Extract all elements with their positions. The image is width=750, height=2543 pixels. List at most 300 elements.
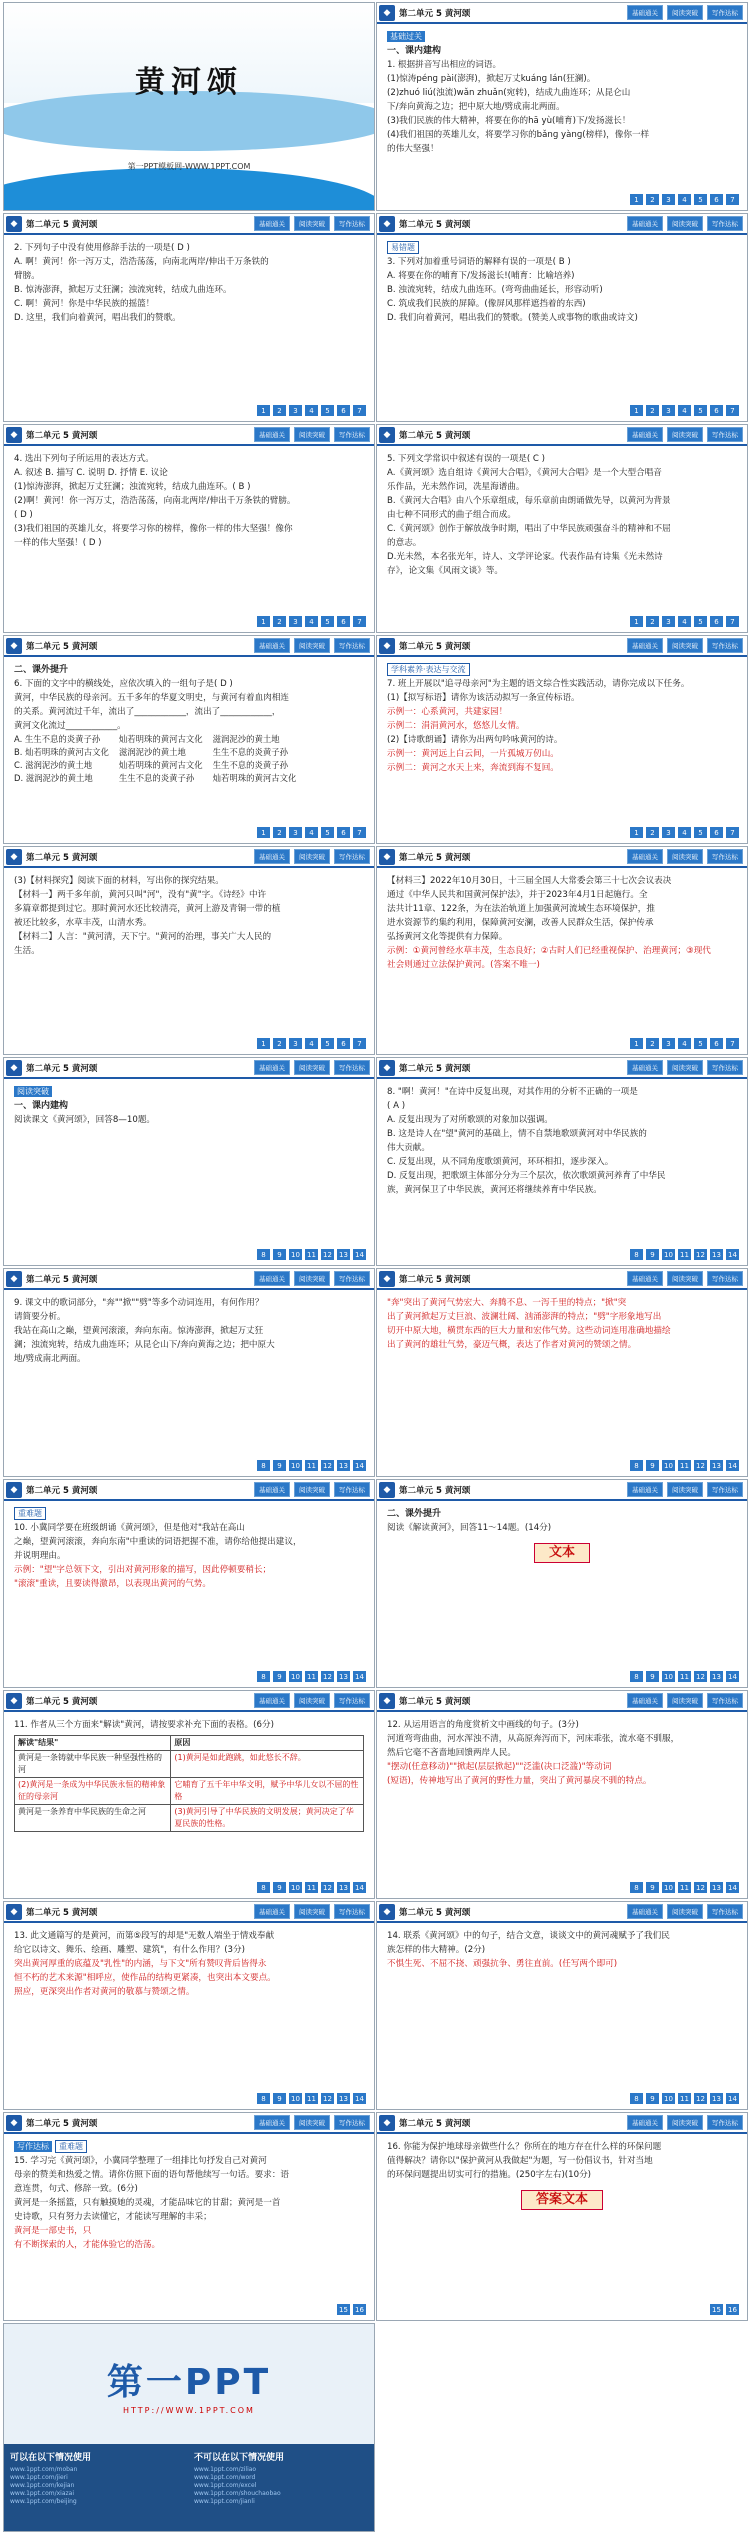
text-line: 之巅，望黄河滚滚，奔向东南"中重读的词语把握不准，请你给他提出建议， [14,1537,302,1547]
text-line: 存》，论文集《风雨文谈》等。 [387,566,504,576]
page-number-button[interactable]: 15 [710,2304,723,2315]
nav-button-1[interactable]: 基础通关 [627,216,663,231]
page-number-button[interactable]: 12 [694,1671,707,1682]
answer-line: (短语)，传神地写出了黄河的野性力量，突出了黄河暴戾不驯的特点。 [387,1776,652,1786]
answer-line: 示例一：心系黄河，共建家园！ [387,707,508,717]
page-number-button[interactable]: 14 [726,1882,739,1893]
slide-body [377,2134,747,2210]
nav-button-2[interactable]: 阅读突破 [294,2115,330,2130]
page-number-button[interactable]: 7 [353,616,366,627]
text-button[interactable]: 答案文本 [521,2190,603,2210]
nav-buttons [627,5,747,20]
page-numbers [630,827,739,838]
page-number-button[interactable]: 8 [630,1249,643,1260]
page-number-button[interactable]: 12 [321,1882,334,1893]
text-line: 伟大贡献。 [387,1143,430,1153]
page-number-button[interactable]: 5 [321,1038,334,1049]
nav-button-1[interactable]: 基础通关 [254,1271,290,1286]
page-number-button[interactable]: 4 [305,827,318,838]
page-number-button[interactable]: 6 [710,1038,723,1049]
page-number-button[interactable]: 1 [630,194,643,205]
slide-header [4,847,374,868]
page-number-button[interactable]: 3 [289,827,302,838]
nav-button-2[interactable]: 阅读突破 [294,1482,330,1497]
page-number-button[interactable]: 11 [305,2093,318,2104]
section-tag: 易错题 [387,241,419,254]
slide-header [4,2113,374,2134]
nav-button-3[interactable]: 写作达标 [334,1693,370,1708]
page-number-button[interactable]: 12 [694,1460,707,1471]
page-number-button[interactable]: 1 [630,1038,643,1049]
page-number-button[interactable]: 11 [305,1460,318,1471]
page-number-button[interactable]: 5 [694,1038,707,1049]
nav-button-2[interactable]: 阅读突破 [667,638,703,653]
nav-button-3[interactable]: 写作达标 [707,5,743,20]
text-line: 6. 下面的文字中的横线处，应依次填入的一组句子是( D ) [14,679,233,689]
page-number-button[interactable]: 1 [630,405,643,416]
nav-button-3[interactable]: 写作达标 [707,1482,743,1497]
page-number-button[interactable]: 11 [678,2093,691,2104]
page-number-button[interactable]: 6 [710,405,723,416]
nav-button-2[interactable]: 阅读突破 [294,849,330,864]
text-line: 河道弯弯曲曲，河水浑浊不清，从高原奔泻而下，河床乖张，流水毫不驯服， [387,1734,680,1744]
page-number-button[interactable]: 2 [273,616,286,627]
nav-button-1[interactable]: 基础通关 [627,1693,663,1708]
page-number-button[interactable]: 9 [273,1249,286,1260]
page-number-button[interactable]: 8 [630,1671,643,1682]
page-number-button[interactable]: 10 [662,1671,675,1682]
page-number-button[interactable]: 7 [353,827,366,838]
nav-button-2[interactable]: 阅读突破 [294,1060,330,1075]
page-numbers [257,616,366,627]
page-number-button[interactable]: 3 [289,616,302,627]
ad-link[interactable]: www.1ppt.com/jianli [194,2498,255,2505]
page-number-button[interactable]: 9 [646,2093,659,2104]
page-number-button[interactable]: 13 [710,1249,723,1260]
page-number-button[interactable]: 1 [630,616,643,627]
page-number-button[interactable]: 6 [337,405,350,416]
slide-body [4,1290,374,1366]
page-number-button[interactable]: 3 [662,1038,675,1049]
page-number-button[interactable]: 11 [305,1882,318,1893]
page-number-button[interactable]: 5 [321,827,334,838]
page-number-button[interactable]: 13 [337,1249,350,1260]
nav-button-3[interactable]: 写作达标 [707,427,743,442]
ad-column-title: 不可以在以下情况使用 [194,2453,285,2463]
text-line: 11. 作者从三个方面来"解读"黄河，请按要求补充下面的表格。(6分) [14,1720,274,1730]
page-number-button[interactable]: 9 [646,1460,659,1471]
text-line: 被还比较多，水草丰茂，山清水秀。 [14,918,152,928]
nav-buttons [254,1271,374,1286]
nav-button-3[interactable]: 写作达标 [707,1693,743,1708]
text-line: 的环保问题提出切实可行的措施。(250字左右)(10分) [387,2170,592,2180]
page-number-button[interactable]: 4 [305,405,318,416]
nav-button-2[interactable]: 阅读突破 [294,638,330,653]
text-line: 黄河，中华民族的母亲河。五千多年的华夏文明史，与黄河有着血肉相连 [14,693,290,703]
unit-title: 第二单元 5 黄河颂 [399,1696,471,1707]
page-number-button[interactable]: 9 [273,1671,286,1682]
cover-slide [3,2,375,211]
nav-button-1[interactable]: 基础通关 [627,427,663,442]
nav-button-3[interactable]: 写作达标 [707,1904,743,1919]
slide-s9 [3,846,375,1055]
nav-button-3[interactable]: 写作达标 [334,1904,370,1919]
page-number-button[interactable]: 13 [710,1671,723,1682]
text-line: (4)我们祖国的英雄儿女，将要学习你的bǎnɡ yànɡ(榜样)，像你一样 [387,130,650,140]
page-number-button[interactable]: 6 [337,616,350,627]
text-line: 意连贯，句式、修辞一致。(6分) [14,2184,138,2194]
ad-link[interactable]: www.1ppt.com/ziliao [194,2466,257,2473]
page-number-button[interactable]: 12 [694,1882,707,1893]
text-line: 15. 学习完《黄河颂》，小冀同学整理了一组排比句抒发自己对黄河 [14,2156,267,2166]
page-number-button[interactable]: 2 [646,405,659,416]
page-number-button[interactable]: 3 [289,1038,302,1049]
unit-logo-icon: ◆ [6,1060,22,1076]
page-number-button[interactable]: 7 [726,616,739,627]
page-number-button[interactable]: 2 [646,616,659,627]
nav-buttons [627,1482,747,1497]
nav-button-2[interactable]: 阅读突破 [294,1271,330,1286]
ad-link[interactable]: www.1ppt.com/shouchaobao [194,2490,281,2497]
page-number-button[interactable]: 3 [662,405,675,416]
slide-s18 [376,1690,748,1899]
page-number-button[interactable]: 11 [678,1249,691,1260]
ad-link[interactable]: www.1ppt.com/beijing [10,2498,77,2505]
nav-button-2[interactable]: 阅读突破 [294,1904,330,1919]
slide-header [4,1269,374,1290]
text-line: C. 筑成我们民族的屏障。(像屏风那样遮挡着的东西) [387,299,586,309]
slide-body [377,1079,747,1197]
page-number-button[interactable]: 2 [273,1038,286,1049]
page-number-button[interactable]: 5 [321,405,334,416]
page-number-button[interactable]: 13 [710,2093,723,2104]
nav-buttons [627,1904,747,1919]
unit-title: 第二单元 5 黄河颂 [399,219,471,230]
page-number-button[interactable]: 1 [257,405,270,416]
ad-link[interactable]: www.1ppt.com/moban [10,2466,78,2473]
page-number-button[interactable]: 9 [273,2093,286,2104]
slide-s15 [3,1479,375,1688]
text-line: 【材料二】人言："黄河清，天下宁。"黄河的治理，事关广大人民的 [14,932,272,942]
nav-button-1[interactable]: 基础通关 [254,2115,290,2130]
page-numbers [257,405,366,416]
page-number-button[interactable]: 4 [305,616,318,627]
page-number-button[interactable]: 9 [273,1460,286,1471]
nav-button-1[interactable]: 基础通关 [627,849,663,864]
page-number-button[interactable]: 6 [337,827,350,838]
page-number-button[interactable]: 10 [289,1249,302,1260]
page-number-button[interactable]: 8 [630,1460,643,1471]
page-number-button[interactable]: 3 [662,194,675,205]
page-number-button[interactable]: 6 [710,827,723,838]
page-numbers [257,1249,366,1260]
page-number-button[interactable]: 10 [662,2093,675,2104]
nav-button-1[interactable]: 基础通关 [254,638,290,653]
page-number-button[interactable]: 5 [694,616,707,627]
nav-button-1[interactable]: 基础通关 [254,1482,290,1497]
text-button[interactable]: 文本 [534,1543,590,1563]
nav-button-1[interactable]: 基础通关 [627,1904,663,1919]
nav-button-1[interactable]: 基础通关 [254,427,290,442]
text-line: 黄河是一条摇篮，只有触摸她的灵魂，才能品味它的甘甜；黄河是一首 [14,2198,281,2208]
ad-link[interactable]: www.1ppt.com/xiazai [10,2490,74,2497]
page-number-button[interactable]: 7 [726,194,739,205]
slide-header [4,214,374,235]
unit-logo-icon: ◆ [379,5,395,21]
ad-link[interactable]: www.1ppt.com/kejian [10,2482,75,2489]
slide-s5 [3,424,375,633]
nav-button-3[interactable]: 写作达标 [334,1482,370,1497]
page-number-button[interactable]: 6 [710,194,723,205]
nav-button-1[interactable]: 基础通关 [627,1482,663,1497]
page-number-button[interactable]: 11 [678,1671,691,1682]
page-number-button[interactable]: 10 [662,1249,675,1260]
nav-buttons [627,427,747,442]
page-number-button[interactable]: 9 [646,1882,659,1893]
nav-button-2[interactable]: 阅读突破 [667,1060,703,1075]
page-number-button[interactable]: 13 [337,1460,350,1471]
page-number-button[interactable]: 10 [662,1882,675,1893]
unit-logo-icon: ◆ [379,1904,395,1920]
nav-button-2[interactable]: 阅读突破 [667,1693,703,1708]
page-number-button[interactable]: 14 [353,1882,366,1893]
nav-button-1[interactable]: 基础通关 [254,216,290,231]
nav-button-1[interactable]: 基础通关 [254,1693,290,1708]
page-number-button[interactable]: 2 [273,405,286,416]
section-heading: 一、课内建构 [387,46,442,56]
page-number-button[interactable]: 7 [726,827,739,838]
page-number-button[interactable]: 7 [726,405,739,416]
page-number-button[interactable]: 2 [273,827,286,838]
page-number-button[interactable]: 11 [678,1460,691,1471]
answer-line: 示例二：涓涓黄河水，悠悠儿女情。 [387,721,525,731]
text-line: 臂膀。 [14,271,40,281]
page-number-button[interactable]: 6 [710,616,723,627]
ad-link[interactable]: www.1ppt.com/word [194,2474,256,2481]
nav-button-2[interactable]: 阅读突破 [667,2115,703,2130]
page-number-button[interactable]: 9 [646,1249,659,1260]
page-number-button[interactable]: 14 [726,2093,739,2104]
answer-line: "奔"突出了黄河气势宏大、奔腾不息、一泻千里的特点；"掀"突 [387,1298,627,1308]
slide-header [4,1691,374,1712]
nav-button-3[interactable]: 写作达标 [707,216,743,231]
nav-button-3[interactable]: 写作达标 [334,2115,370,2130]
nav-button-3[interactable]: 写作达标 [334,427,370,442]
page-number-button[interactable]: 13 [337,1882,350,1893]
page-number-button[interactable]: 8 [257,1460,270,1471]
page-number-button[interactable]: 9 [273,1882,286,1893]
nav-button-1[interactable]: 基础通关 [627,638,663,653]
unit-title: 第二单元 5 黄河颂 [399,1274,471,1285]
page-number-button[interactable]: 12 [321,1249,334,1260]
page-number-button[interactable]: 14 [353,1460,366,1471]
nav-button-3[interactable]: 写作达标 [334,1271,370,1286]
text-line: 7. 班上开展以"追寻母亲河"为主题的语文综合性实践活动，请你完成以下任务。 [387,679,690,689]
nav-button-2[interactable]: 阅读突破 [294,216,330,231]
unit-title: 第二单元 5 黄河颂 [26,219,98,230]
text-line: (3)【材料探究】阅读下面的材料，写出你的探究结果。 [14,876,224,886]
text-line: 阅读课文《黄河颂》，回答8—10题。 [14,1115,156,1125]
ad-link[interactable]: www.1ppt.com/excel [194,2482,257,2489]
nav-button-3[interactable]: 写作达标 [707,1060,743,1075]
page-number-button[interactable]: 10 [289,1882,302,1893]
nav-button-3[interactable]: 写作达标 [334,849,370,864]
page-number-button[interactable]: 12 [694,1249,707,1260]
slide-header [377,1269,747,1290]
nav-button-1[interactable]: 基础通关 [627,5,663,20]
nav-button-2[interactable]: 阅读突破 [667,216,703,231]
nav-button-2[interactable]: 阅读突破 [667,427,703,442]
page-number-button[interactable]: 4 [678,194,691,205]
page-numbers [630,405,739,416]
page-number-button[interactable]: 3 [662,827,675,838]
table-cell: 灿若明珠的黄河古文化 [118,734,203,744]
page-number-button[interactable]: 11 [305,1671,318,1682]
page-number-button[interactable]: 13 [710,1460,723,1471]
nav-button-1[interactable]: 基础通关 [254,1060,290,1075]
nav-button-2[interactable]: 阅读突破 [667,1904,703,1919]
text-line: (3)我们祖国的英雄儿女，将要学习你的榜样，像你一样的伟大坚强！像你 [14,524,293,534]
nav-button-2[interactable]: 阅读突破 [294,1693,330,1708]
slide-s13 [3,1268,375,1477]
page-number-button[interactable]: 6 [337,1038,350,1049]
page-number-button[interactable]: 7 [353,1038,366,1049]
slide-header [4,1480,374,1501]
page-number-button[interactable]: 16 [353,2304,366,2315]
page-number-button[interactable]: 5 [694,194,707,205]
nav-button-1[interactable]: 基础通关 [254,849,290,864]
page-number-button[interactable]: 9 [646,1671,659,1682]
page-number-button[interactable]: 10 [289,2093,302,2104]
slide-s4 [376,213,748,422]
nav-buttons [254,638,374,653]
page-number-button[interactable]: 13 [337,2093,350,2104]
page-number-button[interactable]: 14 [353,1249,366,1260]
page-number-button[interactable]: 2 [646,1038,659,1049]
page-number-button[interactable]: 10 [289,1671,302,1682]
page-number-button[interactable]: 11 [678,1882,691,1893]
page-numbers [337,2304,366,2315]
text-line: 进水资源节约集约利用，保障黄河安澜，改善人民群众生活，保护传承 [387,918,654,928]
unit-logo-icon: ◆ [6,216,22,232]
text-line: 2. 下列句子中没有使用修辞手法的一项是( D ) [14,243,190,253]
text-line: C. 反复出现，从不同角度歌颂黄河，环环相扣，逐步深入。 [387,1157,614,1167]
page-number-button[interactable]: 4 [678,827,691,838]
nav-button-1[interactable]: 基础通关 [627,1060,663,1075]
nav-button-2[interactable]: 阅读突破 [294,427,330,442]
page-number-button[interactable]: 8 [630,1882,643,1893]
nav-button-3[interactable]: 写作达标 [707,2115,743,2130]
nav-button-3[interactable]: 写作达标 [707,849,743,864]
nav-button-2[interactable]: 阅读突破 [667,5,703,20]
page-number-button[interactable]: 15 [337,2304,350,2315]
nav-button-2[interactable]: 阅读突破 [667,1271,703,1286]
nav-button-3[interactable]: 写作达标 [334,1060,370,1075]
page-number-button[interactable]: 3 [662,616,675,627]
page-number-button[interactable]: 11 [305,1249,318,1260]
nav-button-1[interactable]: 基础通关 [627,2115,663,2130]
nav-button-1[interactable]: 基础通关 [254,1904,290,1919]
page-number-button[interactable]: 8 [257,1882,270,1893]
page-number-button[interactable]: 1 [257,1038,270,1049]
unit-logo-icon: ◆ [379,2115,395,2131]
page-number-button[interactable]: 14 [726,1671,739,1682]
page-number-button[interactable]: 12 [321,1671,334,1682]
text-line: 1. 根据拼音写出相应的词语。 [387,60,502,70]
slide-header [377,2113,747,2134]
page-number-button[interactable]: 4 [678,1038,691,1049]
page-number-button[interactable]: 8 [257,2093,270,2104]
page-number-button[interactable]: 8 [257,1671,270,1682]
page-numbers [257,827,366,838]
text-line: ( A ) [387,1101,406,1111]
page-number-button[interactable]: 8 [630,2093,643,2104]
page-number-button[interactable]: 14 [353,1671,366,1682]
text-line: ( D ) [14,510,33,520]
page-number-button[interactable]: 10 [289,1460,302,1471]
page-number-button[interactable]: 4 [678,405,691,416]
page-number-button[interactable]: 16 [726,2304,739,2315]
nav-button-3[interactable]: 写作达标 [334,216,370,231]
page-number-button[interactable]: 5 [694,827,707,838]
slide-body [377,657,747,775]
page-number-button[interactable]: 3 [289,405,302,416]
slide-body [377,235,747,325]
page-number-button[interactable]: 8 [257,1249,270,1260]
nav-buttons [254,427,374,442]
text-line: A. 叙述 B. 描写 C. 说明 D. 抒情 E. 议论 [14,468,168,478]
page-number-button[interactable]: 14 [353,2093,366,2104]
page-number-button[interactable]: 7 [353,405,366,416]
page-number-button[interactable]: 13 [337,1671,350,1682]
page-number-button[interactable]: 5 [321,616,334,627]
nav-button-1[interactable]: 基础通关 [627,1271,663,1286]
page-number-button[interactable]: 2 [646,827,659,838]
text-line: 史诗歌，只有努力去读懂它，才能读写理解的丰采； [14,2212,212,2222]
page-number-button[interactable]: 12 [321,2093,334,2104]
nav-button-2[interactable]: 阅读突破 [667,849,703,864]
page-number-button[interactable]: 1 [257,827,270,838]
nav-button-2[interactable]: 阅读突破 [667,1482,703,1497]
page-number-button[interactable]: 7 [726,1038,739,1049]
nav-button-3[interactable]: 写作达标 [707,1271,743,1286]
section-heading: 一、课内建构 [14,1101,69,1111]
page-number-button[interactable]: 1 [257,616,270,627]
slide-body [4,1712,374,1832]
page-number-button[interactable]: 12 [321,1460,334,1471]
nav-button-3[interactable]: 写作达标 [707,638,743,653]
page-numbers [257,1671,366,1682]
ad-link[interactable]: www.1ppt.com/jieri [10,2474,68,2481]
section-tag: 基础过关 [387,31,425,42]
page-number-button[interactable]: 14 [726,1249,739,1260]
page-number-button[interactable]: 5 [694,405,707,416]
page-number-button[interactable]: 4 [678,616,691,627]
page-number-button[interactable]: 10 [662,1460,675,1471]
table-cell: 它哺育了五千年中华文明，赋予中华儿女以不屈的性格 [171,1778,364,1805]
answer-line: 示例："望"字总领下文，引出对黄河形象的描写，因此停顿要稍长； [14,1565,272,1575]
page-number-button[interactable]: 12 [694,2093,707,2104]
page-number-button[interactable]: 14 [726,1460,739,1471]
page-numbers [630,1671,739,1682]
nav-button-3[interactable]: 写作达标 [334,638,370,653]
text-line: 由七种不同形式的曲子组合而成。 [387,510,516,520]
page-number-button[interactable]: 2 [646,194,659,205]
page-number-button[interactable]: 4 [305,1038,318,1049]
text-line: 10. 小冀同学要在班级朗诵《黄河颂》，但是他对"我站在高山 [14,1523,245,1533]
page-number-button[interactable]: 1 [630,827,643,838]
page-number-button[interactable]: 13 [710,1882,723,1893]
